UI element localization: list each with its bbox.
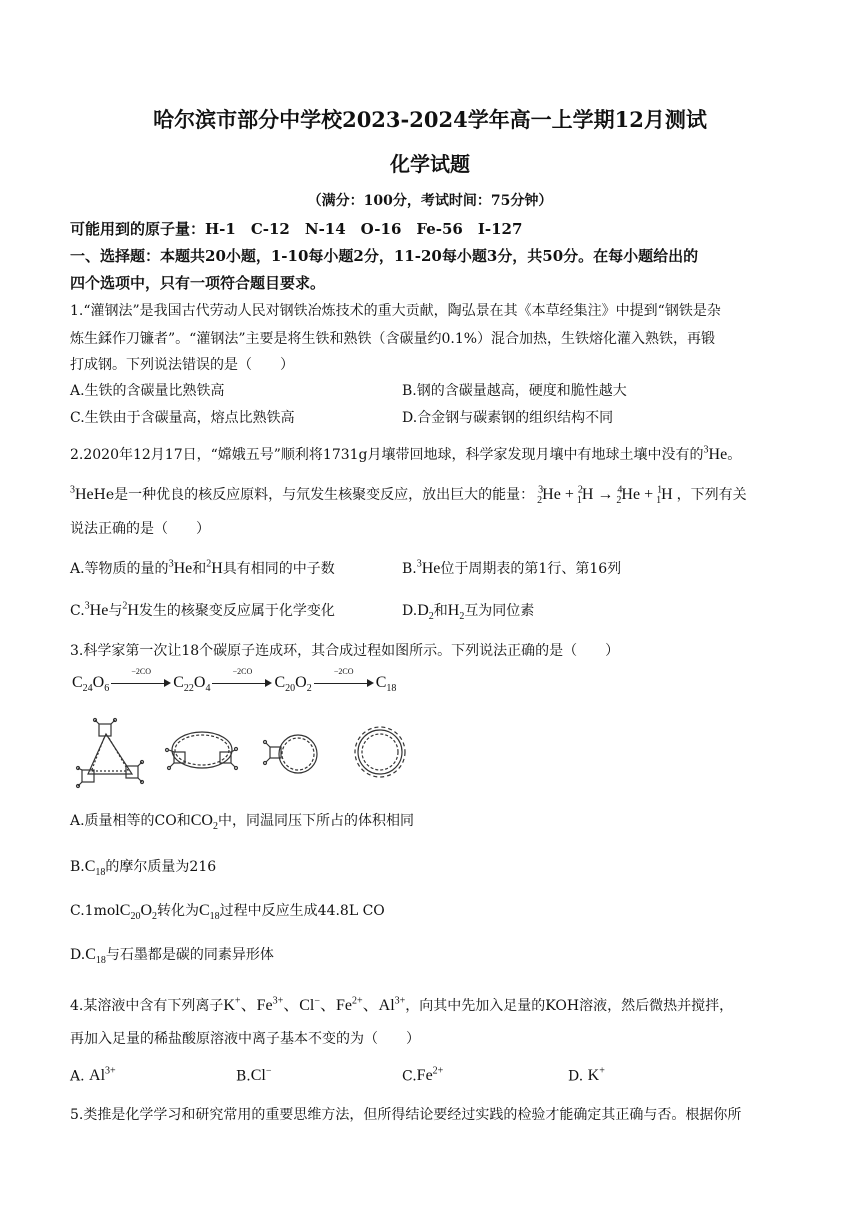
- q4-option-c: [402, 1066, 443, 1085]
- c22o4-structure: [166, 732, 238, 770]
- q4-line2: 再加入足量的稀盐酸原溶液中离子基本不变的为（ ）: [70, 1031, 420, 1047]
- page-title: 哈尔滨市部分中学校2023-2024学年高一上学期12月测试: [153, 107, 707, 132]
- c20o2-formula: $C_{20}O_2$: [119, 902, 157, 923]
- q4-line1: [70, 992, 733, 1015]
- q3-line1: 3.科学家第一次让18个碳原子连成环，其合成过程如图所示。下列说法正确的是（ ）: [70, 643, 620, 659]
- q4-option-b: [236, 1066, 272, 1085]
- q3-c-pre: C.1mol: [70, 903, 120, 919]
- section-heading-line1: 一、选择题：本题共20小题，1-10每小题2分，11-20每小题3分，共50分。在每小题给出的: [70, 247, 699, 265]
- q3-c-mid: 转化为: [157, 903, 199, 919]
- q5-line1: 5.类推是化学学习和研究常用的重要思维方法，但所得结论要经过实践的检验才能确定其正确与否。根据你所: [70, 1107, 742, 1123]
- q4-option-d: [568, 1066, 605, 1085]
- q2-a-post: 具有相同的中子数: [222, 561, 335, 577]
- q1-option-c: C.生铁由于含碳量高，熔点比熟铁高: [70, 410, 295, 426]
- he3-symbol: $^3$He: [416, 558, 441, 577]
- arrow-label: −2CO: [131, 667, 152, 677]
- q3-option-d: [70, 944, 274, 966]
- he3-symbol: $^3$He: [70, 484, 94, 503]
- q2-c-post: 发生的核聚变反应属于化学变化: [138, 603, 335, 619]
- arrow-label: −2CO: [232, 667, 253, 677]
- q4-d-label: D.: [568, 1068, 584, 1085]
- fusion-equation: $^3_2$He + $^2_1$H → $^4_2$He + $^1_1$H: [537, 484, 677, 507]
- fe2-ion: $Fe^{2+}$: [416, 1066, 444, 1085]
- q2-b-post: 位于周期表的第1行、第16列: [440, 561, 622, 577]
- q2-c-pre: C.: [70, 603, 85, 619]
- q3-d-pre: D.: [70, 947, 86, 963]
- q4-a-label: A.: [70, 1068, 85, 1085]
- q2-option-c: [70, 600, 335, 620]
- al3-ion: $Al^{3+}$: [89, 1066, 116, 1085]
- exam-info: （满分：100分，考试时间：75分钟）: [307, 193, 553, 209]
- q2-d-pre: D.: [402, 603, 418, 619]
- q4-b-label: B.: [236, 1068, 251, 1085]
- q3-option-a: [70, 810, 414, 832]
- q3-b-pre: B.: [70, 859, 85, 875]
- q2-line1-text: 2.2020年12月17日，“嫦娥五号”顺利将1731g月壤带回地球，科学家发现月壤中有地球土壤中没有的: [70, 447, 704, 463]
- d2-formula: $D_2$: [417, 602, 434, 623]
- q2-line2-text: He是一种优良的核反应原料，与氘发生核聚变反应，放出巨大的能量：: [93, 487, 535, 503]
- c18-formula: $C_{18}$: [85, 946, 106, 967]
- q2-option-d: [402, 600, 534, 622]
- c24o6-structure: [77, 719, 144, 788]
- reaction-arrow: [314, 667, 374, 690]
- he3-symbol: $^3$He: [168, 558, 193, 577]
- atomic-masses: 可能用到的原子量：H-1 C-12 N-14 O-16 Fe-56 I-127: [70, 220, 523, 238]
- q2-line2: [70, 484, 747, 506]
- reaction-arrow: [111, 667, 171, 690]
- q3-d-post: 与石墨都是碳的同素异形体: [105, 947, 274, 963]
- q1-option-a: A.生铁的含碳量比熟铁高: [70, 383, 225, 399]
- q2-line2-tail: ，下列有关: [676, 487, 747, 503]
- cl-ion: Cl−: [250, 1066, 272, 1085]
- h2-isotope-symbol: $^2$H: [206, 558, 223, 577]
- c18-formula: $C_{18}$: [199, 902, 220, 923]
- q2-d-mid: 和: [433, 603, 448, 619]
- q3-c-post: 过程中反应生成44.8L CO: [219, 903, 385, 919]
- q3-a-pre: A.质量相等的CO和: [70, 813, 191, 829]
- q4-option-a: [70, 1066, 116, 1085]
- he3-symbol: $^3$He: [84, 600, 109, 619]
- h2-isotope-symbol: $^2$H: [122, 600, 139, 619]
- c18-formula: $C_{18}$: [84, 858, 106, 879]
- section-heading-line2: 四个选项中，只有一项符合题目要求。: [70, 274, 326, 292]
- q2-line1: 2.2020年12月17日，“嫦娥五号”顺利将1731g月壤带回地球，科学家发现月壤中有地球土壤中没有的$^3$He。: [70, 444, 742, 463]
- q2-a-pre: A.等物质的量的: [70, 561, 169, 577]
- k-ion: K+: [587, 1066, 605, 1085]
- q1-line3: 打成钢。下列说法错误的是（ ）: [70, 357, 294, 373]
- co2-formula: $CO_2$: [190, 812, 218, 833]
- ion-list: K+、$Fe^{3+}$、Cl−、$Fe^{2+}$、$Al^{3+}$: [223, 995, 406, 1014]
- reaction-arrow: [212, 667, 272, 690]
- carbon-ring-diagram: [70, 712, 430, 802]
- q3-b-post: 的摩尔质量为216: [105, 859, 217, 875]
- q2-a-mid: 和: [192, 561, 207, 577]
- q2-b-pre: B.: [402, 561, 417, 577]
- q4-c-label: C.: [402, 1068, 417, 1085]
- q2-line3: 说法正确的是（ ）: [70, 521, 210, 537]
- c18-structure: [355, 727, 405, 777]
- synthesis-scheme: $C_{24}O_6$ −2CO $C_{22}O_4$ −2CO $C_{20}O_2$ −2CO $C_{18}$: [72, 667, 397, 695]
- h2-formula: $H_2$: [447, 602, 465, 623]
- q1-line1: 1.“灌钢法”是我国古代劳动人民对钢铁冶炼技术的重大贡献，陶弘景在其《本草经集注》中提到“钢铁是杂: [70, 303, 721, 319]
- q3-option-b: [70, 856, 216, 878]
- q3-a-post: 中，同温同压下所占的体积相同: [217, 813, 414, 829]
- he3-symbol: $^3$He: [703, 444, 728, 463]
- q1-option-b: B.钢的含碳量越高，硬度和脆性越大: [402, 383, 627, 399]
- q2-c-mid: 与: [108, 603, 123, 619]
- q2-option-b: [402, 558, 621, 578]
- q1-option-d: D.合金钢与碳素钢的组织结构不同: [402, 410, 614, 426]
- q4-line1-post: ，向其中先加入足量的KOH溶液，然后微热并搅拌，: [405, 998, 734, 1014]
- q2-d-post: 互为同位素: [464, 603, 535, 619]
- c20o2-structure: [264, 735, 318, 773]
- page-subtitle: 化学试题: [390, 152, 470, 176]
- q2-option-a: [70, 558, 335, 578]
- arrow-label: −2CO: [333, 667, 354, 677]
- q4-line1-pre: 4.某溶液中含有下列离子: [70, 998, 224, 1014]
- q3-option-c: [70, 900, 385, 922]
- q1-line2: 炼生鍒作刀镰者”。“灌钢法”主要是将生铁和熟铁（含碳量约0.1%）混合加热，生铁熔化灌入熟铁，再锻: [70, 331, 716, 347]
